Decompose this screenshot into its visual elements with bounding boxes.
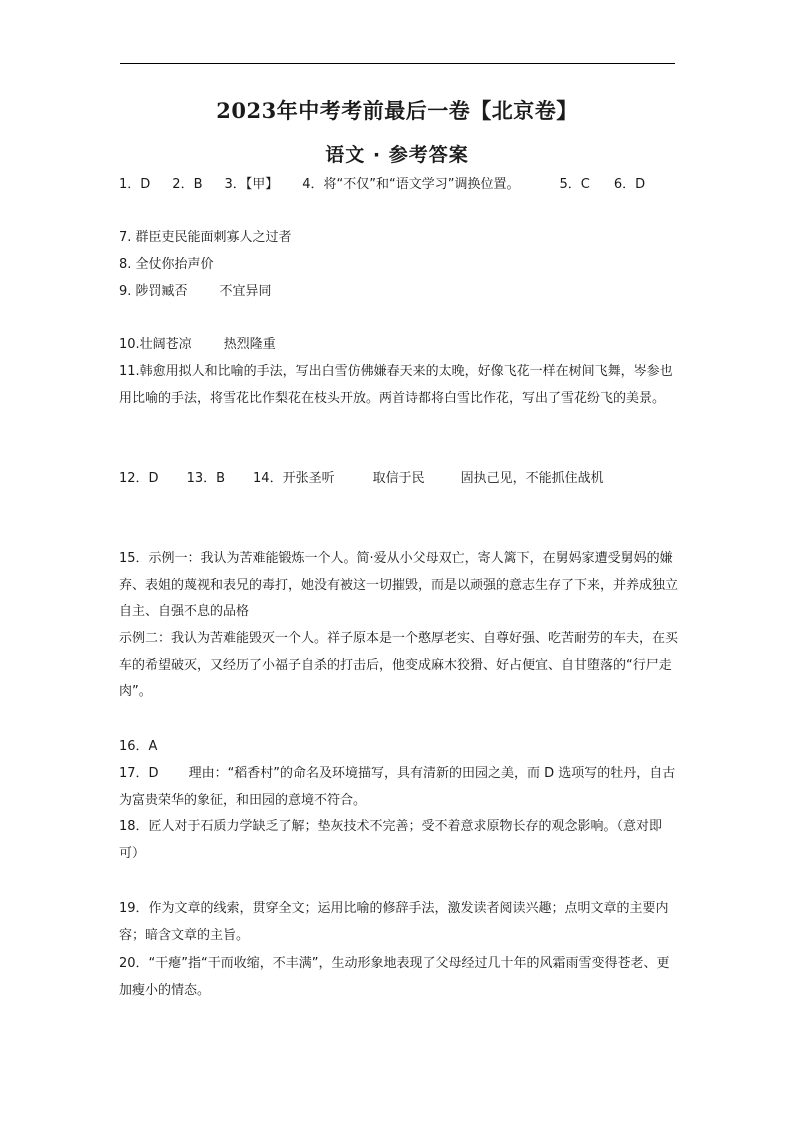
answer-5: 5．C <box>559 177 590 192</box>
answer-9-part-b: 不宜异同 <box>219 284 272 299</box>
answers-row-1-6 <box>119 172 679 199</box>
page-title: 2023年中考考前最后一卷【北京卷】 <box>216 98 578 123</box>
answer-6: 6．D <box>613 177 646 192</box>
header-rule <box>120 63 675 64</box>
answer-13: 13．B <box>186 471 226 486</box>
answer-10 <box>119 332 679 359</box>
answer-1: 1．D <box>119 177 151 192</box>
answer-14-part-c: 固执己见，不能抓住战机 <box>460 471 604 486</box>
answer-18: 18．匠人对于石质力学缺乏了解；垫灰技术不完善；受不着意求原物长存的观念影响。（意对即可） <box>119 819 663 861</box>
answer-3: 3．【甲】 <box>224 177 279 192</box>
answer-17-reason: 理由：“稻香村”的命名及环境描写，具有清新的田园之美，而 D 选项写的牡丹，自古为富贵荣华的象征，和田园的意境不符合。 <box>119 766 676 808</box>
answer-14: 14．开张圣听 <box>253 471 335 486</box>
answer-8: 8. 全仗你抬声价 <box>119 257 214 272</box>
answer-15-example-2: 示例二：我认为苦难能毁灭一个人。祥子原本是一个憨厚老实、自尊好强、吃苦耐劳的车夫，在买车的希望破灭，又经历了小福子自杀的打击后，他变成麻木狡猾、好占便宜、自甘堕落的“行尸走肉”。 <box>119 631 679 699</box>
answer-4: 4．将“不仅”和“语文学习”调换位置。 <box>302 177 520 192</box>
answer-14-part-b: 取信于民 <box>372 471 425 486</box>
answer-17-choice: 17．D <box>119 766 159 781</box>
answer-9 <box>119 279 679 306</box>
answer-2: 2．B <box>172 177 203 192</box>
answers-row-12-14 <box>119 466 679 493</box>
answer-17 <box>119 761 679 814</box>
answer-10-part-b: 热烈隆重 <box>223 337 276 352</box>
answer-7: 7. 群臣吏民能面刺寡人之过者 <box>119 230 292 245</box>
answer-16: 16．A <box>119 739 158 754</box>
answer-20: 20．“干瘪”指“干而收缩，不丰满”，生动形象地表现了父母经过几十年的风霜雨雪变得苍老、更加瘦小的情态。 <box>119 956 670 998</box>
answer-11: 11.韩愈用拟人和比喻的手法，写出白雪仿佛嫌春天来的太晚，好像飞花一样在树间飞舞，岑参也用比喻的手法，将雪花比作梨花在枝头开放。两首诗都将白雪比作花，写出了雪花纷飞的美景。 <box>119 364 673 406</box>
answer-12: 12．D <box>119 471 159 486</box>
answer-9-part-a: 9. 陟罚臧否 <box>119 284 188 299</box>
page-subtitle: 语文 · 参考答案 <box>325 144 469 166</box>
answer-10-part-a: 10.壮阔苍凉 <box>119 337 192 352</box>
answer-19: 19．作为文章的线索，贯穿全文；运用比喻的修辞手法，激发读者阅读兴趣；点明文章的主要内容；暗含文章的主旨。 <box>119 901 669 943</box>
answer-15-example-1: 15．示例一：我认为苦难能锻炼一个人。简·爱从小父母双亡，寄人篱下，在舅妈家遭受舅妈的嫌弃、表姐的蔑视和表兄的毒打，她没有被这一切摧毁，而是以顽强的意志生存了下来，并养成独立自主、自强不息的品格 <box>119 551 679 619</box>
